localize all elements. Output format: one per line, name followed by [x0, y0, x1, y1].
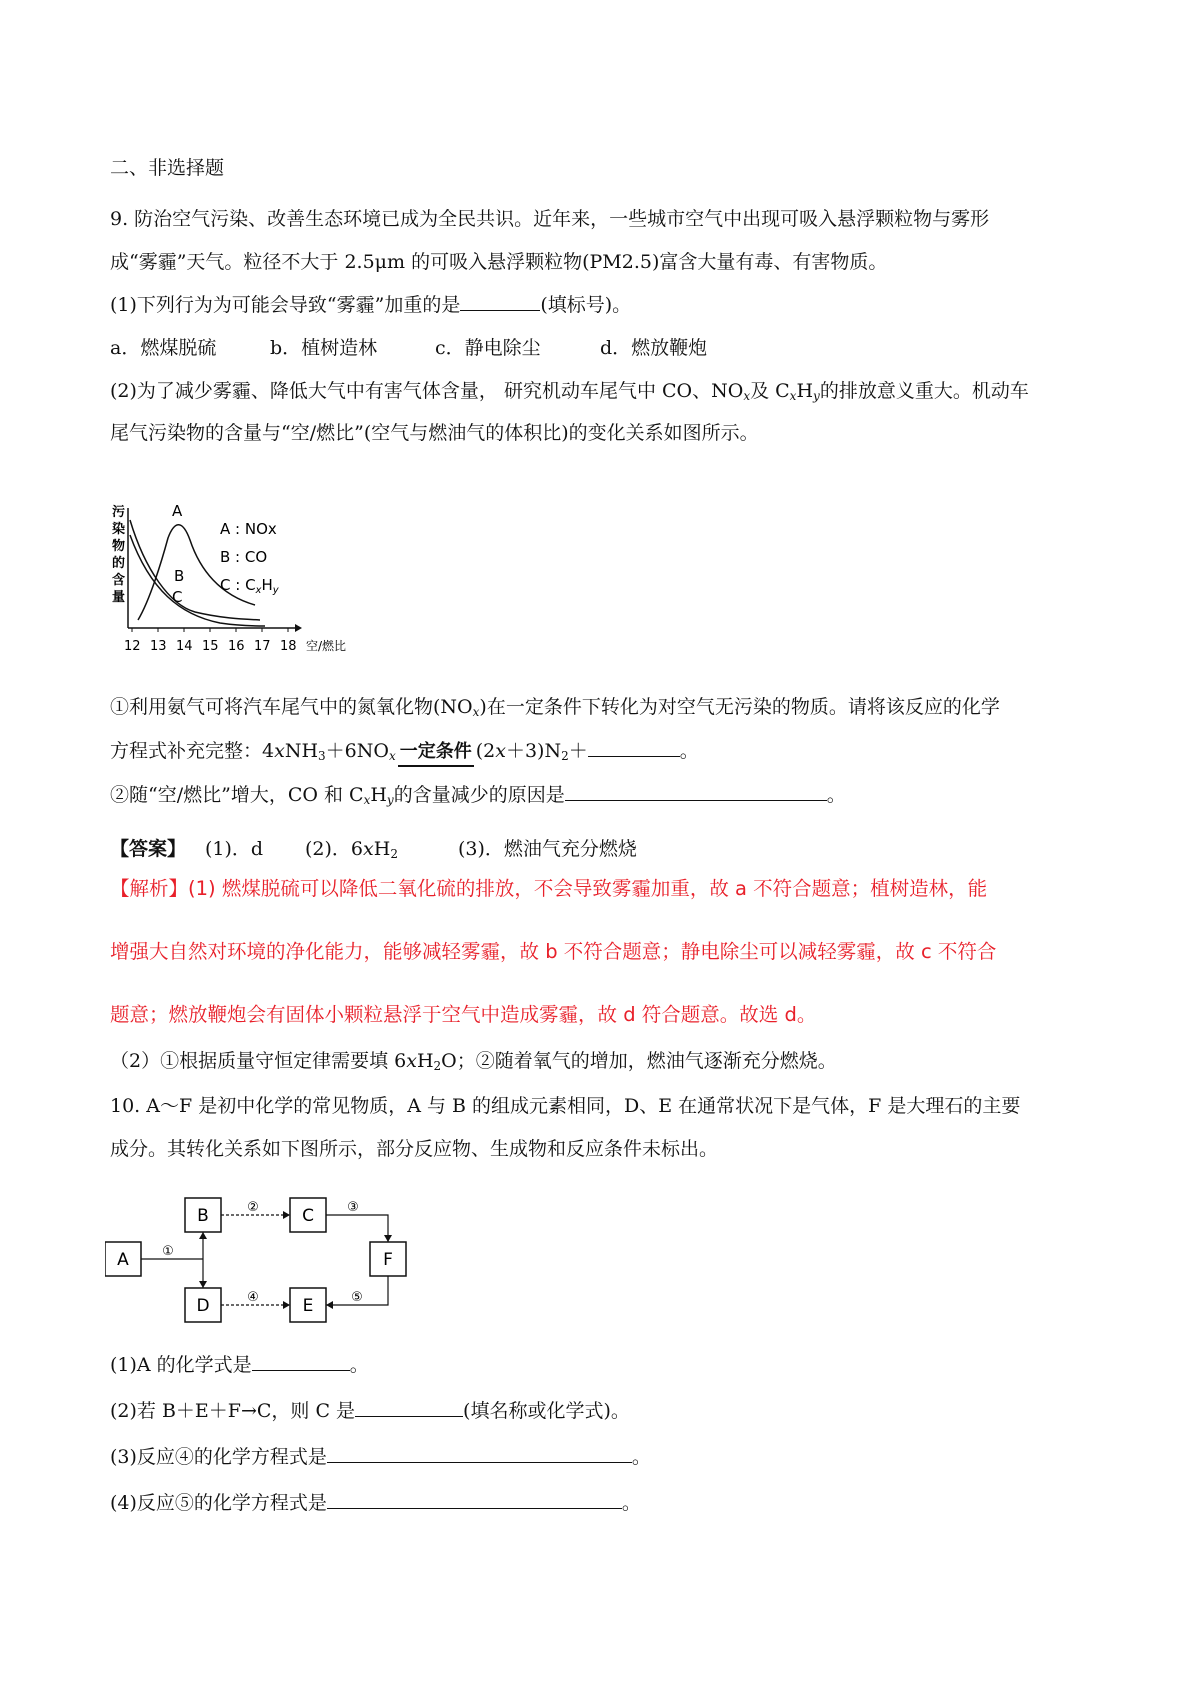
q9-sub2-line1 [110, 378, 1029, 409]
arrow-3-line [326, 1215, 388, 1242]
q10-sub2-blank[interactable] [355, 1398, 463, 1417]
q10-sub4-pre: (4)反应⑤的化学方程式是 [110, 1492, 327, 1514]
analysis-h: H [416, 1050, 434, 1072]
step-2: ② [247, 1200, 259, 1215]
eq-prefix: 方程式补充完整：4 [110, 740, 275, 762]
h-symbol: H [370, 784, 387, 806]
curve-label-c: C [172, 588, 183, 606]
q9-circle1-line1 [110, 694, 1000, 725]
step-3: ③ [347, 1200, 359, 1215]
q9-sub1-prefix: (1)下列行为为可能会导致“雾霾”加重的是 [110, 294, 461, 316]
eq-n: ＋3)N [505, 740, 562, 762]
sub-x: x [743, 389, 751, 403]
x-tick-label: 14 [176, 639, 193, 654]
answer-2-pre: (2)．6 [305, 838, 364, 860]
curve-a-nox [138, 525, 255, 620]
y-axis-label-char: 污 [112, 505, 126, 520]
section-title: 二、非选择题 [110, 157, 225, 179]
q9-sub1-suffix: (填标号)。 [540, 294, 632, 316]
box-b-label: B [197, 1206, 209, 1226]
q10-sub4-post: 。 [621, 1492, 641, 1514]
x-axis-arrow [295, 624, 302, 632]
q10-sub3-post: 。 [631, 1446, 651, 1468]
q9-sub1-blank[interactable] [460, 292, 540, 311]
q9-sub2-text-c: 的排放意义重大。机动车 [819, 380, 1029, 402]
q9-c2-end: 。 [826, 784, 846, 806]
answer-2-h: H [373, 838, 391, 860]
analysis-x: x [406, 1050, 417, 1072]
q10-sub1-blank[interactable] [252, 1352, 350, 1371]
h-symbol: H [796, 380, 814, 402]
eq-nh: NH [284, 740, 319, 762]
eq-blank[interactable] [588, 738, 680, 757]
q10-line1: 10. A～F 是初中化学的常见物质，A 与 B 的组成元素相同，D、E 在通常状况下是气体，F 是大理石的主要 [110, 1095, 1021, 1117]
y-axis-label-char: 的 [112, 556, 126, 571]
answer-1: (1)．d [205, 838, 264, 860]
step-4: ④ [247, 1290, 259, 1305]
y-axis-label-char: 量 [112, 590, 126, 605]
sub-x: x [388, 749, 396, 763]
analysis-text-1: (1) 燃煤脱硫可以降低二氧化硫的排放，不会导致雾霾加重，故 a 不符合题意；植树造林，能 [188, 877, 988, 900]
reaction-condition: 一定条件 [396, 739, 476, 765]
sub-x: x [472, 705, 480, 719]
q9-text-line2: 成“雾霾”天气。粒径不大于 2.5μm 的可吸入悬浮颗粒物(PM2.5)富含大量有毒、有害物质。 [110, 251, 888, 273]
q10-sub1 [110, 1352, 369, 1378]
sub-2: 2 [561, 749, 569, 763]
q9-sub1 [110, 292, 631, 318]
q10-sub2-post: (填名称或化学式)。 [463, 1400, 630, 1422]
eq-end: 。 [679, 740, 699, 762]
analysis-4-pre: （2）①根据质量守恒定律需要填 6 [110, 1050, 407, 1072]
x-tick-label: 12 [124, 639, 141, 654]
x-tick-label: 16 [228, 639, 245, 654]
sub-x: x [789, 389, 797, 403]
q9-c1-text-b: )在一定条件下转化为对空气无污染的物质。请将该反应的化学 [479, 696, 1000, 718]
arrow-to-b [199, 1232, 207, 1239]
q9-sub2-text-b: 及 C [750, 380, 790, 402]
q9-c2-text-b: 的含量减少的原因是 [393, 784, 565, 806]
q10-sub3 [110, 1444, 651, 1470]
box-c-label: C [302, 1206, 314, 1226]
answer-label: 【答案】 [110, 838, 187, 860]
q10-sub1-post: 。 [349, 1354, 369, 1376]
q9-text-line1: 9. 防治空气污染、改善生态环境已成为全民共识。近年来，一些城市空气中出现可吸入悬浮颗粒物与雾形 [110, 208, 990, 230]
q10-sub3-blank[interactable] [327, 1444, 632, 1463]
y-axis-label-char: 含 [112, 573, 126, 588]
x-tick-label: 15 [202, 639, 219, 654]
sub-y: y [386, 793, 394, 807]
curve-label-b: B [174, 567, 185, 585]
box-a-label: A [117, 1250, 129, 1270]
y-axis-label-char: 染 [112, 522, 126, 537]
box-e-label: E [302, 1296, 314, 1316]
sub-x: x [363, 793, 371, 807]
q10-sub2-pre: (2)若 B＋E＋F→C，则 C 是 [110, 1400, 356, 1422]
curve-label-a: A [172, 502, 183, 520]
answer-x: x [363, 838, 374, 860]
q10-sub2 [110, 1398, 630, 1424]
q10-line2: 成分。其转化关系如下图所示，部分反应物、生成物和反应条件未标出。 [110, 1138, 719, 1160]
eq-coef-open: (2 [475, 740, 496, 762]
q10-sub4 [110, 1490, 641, 1516]
eq-x: x [274, 740, 285, 762]
sub-3: 3 [318, 749, 326, 763]
step-1: ① [162, 1244, 174, 1259]
arrow-4-head [283, 1301, 290, 1309]
analysis-line1 [110, 876, 987, 902]
answer-3: (3)．燃油气充分燃烧 [457, 838, 637, 860]
x-tick-label: 18 [280, 639, 297, 654]
box-d-label: D [196, 1296, 210, 1316]
q9-equation-line [110, 738, 699, 769]
step-5: ⑤ [351, 1290, 363, 1305]
q9-sub2-line2: 尾气污染物的含量与“空/燃比”(空气与燃油气的体积比)的变化关系如图所示。 [110, 422, 759, 444]
sub-y: y [813, 389, 820, 403]
analysis-line3: 题意；燃放鞭炮会有固体小颗粒悬浮于空气中造成雾霾，故 d 符合题意。故选 d。 [110, 1003, 817, 1026]
analysis-line2: 增强大自然对环境的净化能力，能够减轻雾霾，故 b 不符合题意；静电除尘可以减轻雾霾，故 c 不符合 [110, 940, 997, 963]
arrow-3-head [384, 1235, 392, 1242]
y-axis-label-char: 物 [112, 539, 126, 554]
option-a: a．燃煤脱硫 [110, 337, 217, 359]
option-c: c．静电除尘 [435, 337, 541, 359]
analysis-line4 [110, 1048, 837, 1079]
arrow-5-head [326, 1301, 333, 1309]
q9-c2-blank[interactable] [565, 782, 827, 801]
x-axis-label: 空/燃比 [306, 639, 347, 653]
eq-plus: ＋ [568, 740, 588, 762]
option-d: d．燃放鞭炮 [600, 337, 708, 359]
arrow-2-head [283, 1211, 290, 1219]
legend-c: C : $C_xH_y$ [220, 576, 279, 596]
option-b: b．植树造林 [270, 337, 378, 359]
x-tick-labels [124, 628, 297, 654]
q9-c2-text-a: ②随“空/燃比”增大，CO 和 C [110, 784, 364, 806]
analysis-tag: 【解析】 [110, 877, 189, 900]
x-tick-label: 17 [254, 639, 271, 654]
legend-b: B : CO [220, 548, 268, 566]
sub-2: 2 [390, 847, 398, 861]
q9-options [110, 335, 707, 361]
eq-x: x [495, 740, 506, 762]
sub-2: 2 [433, 1059, 442, 1073]
eq-no: ＋6NO [325, 740, 389, 762]
q9-circle2 [110, 782, 846, 813]
q10-sub3-pre: (3)反应④的化学方程式是 [110, 1446, 327, 1468]
pollutant-chart [110, 500, 360, 665]
q10-sub4-blank[interactable] [327, 1490, 622, 1509]
y-axis-label [112, 504, 125, 605]
legend-a: A : NOx [220, 520, 277, 538]
q9-sub2-text-a: (2)为了减少雾霾、降低大气中有害气体含量， 研究机动车尾气中 CO、NO [110, 380, 744, 402]
analysis-4-post: O；②随着氧气的增加，燃油气逐渐充分燃烧。 [441, 1050, 837, 1072]
answer-line [110, 836, 637, 867]
q9-c1-text-a: ①利用氨气可将汽车尾气中的氮氧化物(NO [110, 696, 473, 718]
q10-sub1-pre: (1)A 的化学式是 [110, 1354, 252, 1376]
conversion-flow-diagram [105, 1190, 455, 1330]
arrow-to-d [199, 1281, 207, 1288]
box-f-label: F [383, 1250, 393, 1270]
x-tick-label: 13 [150, 639, 167, 654]
